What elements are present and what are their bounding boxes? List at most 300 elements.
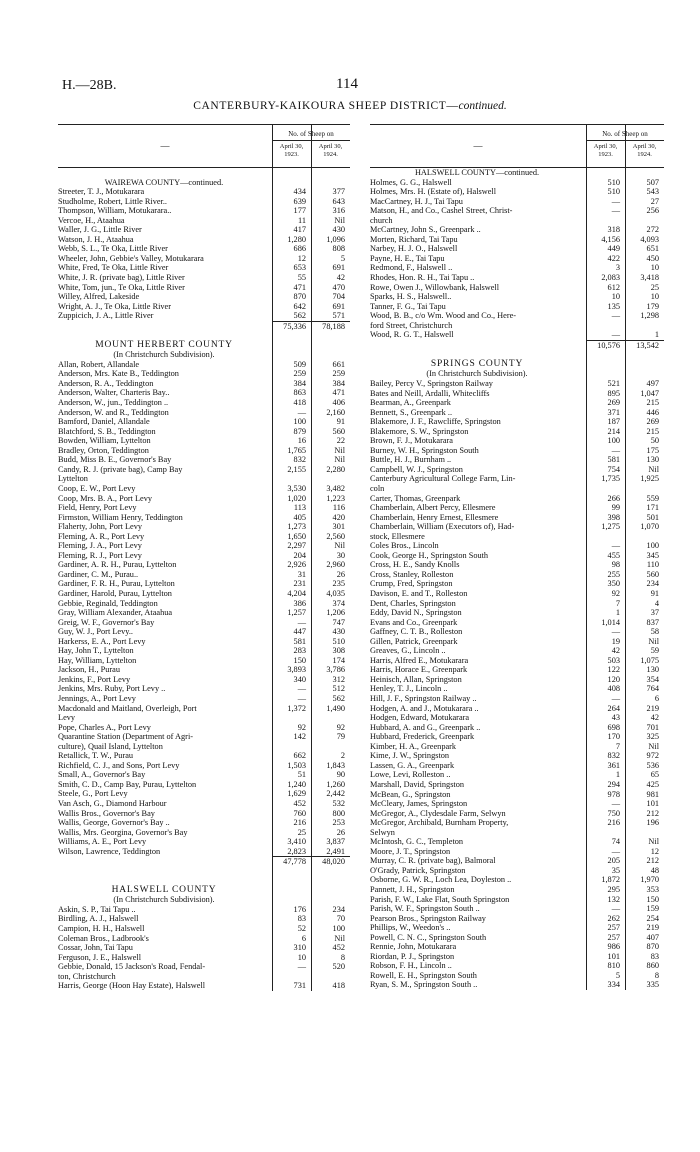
table-row (370, 244, 664, 254)
sheep-1924: 430 (332, 225, 345, 235)
table-row (370, 608, 664, 618)
title-continued: continued. (458, 100, 507, 112)
owner-name: Chamberlain, William (Executors of), Had- (370, 522, 515, 532)
sheep-1924: 1,260 (326, 779, 345, 789)
owner-name: Coleman Bros., Ladbrook's (58, 933, 149, 943)
sheep-1923: 1,240 (287, 779, 306, 789)
owner-name: coln (370, 484, 385, 493)
table-row (370, 980, 664, 990)
owner-name: Candy, R. J. (private bag), Camp Bay (58, 464, 183, 474)
owner-name: Fleming, J. A., Port Levy (58, 541, 142, 551)
sheep-1923: 214 (607, 426, 620, 436)
sheep-1923: 98 (611, 560, 620, 570)
owner-name: ford Street, Christchurch (370, 320, 453, 330)
table-row (58, 503, 350, 513)
table-row (370, 178, 664, 188)
sheep-1924: 471 (332, 388, 345, 398)
owner-name: Jenkins, Mrs. Ruby, Port Levy .. (58, 684, 166, 694)
sheep-1923: 1,372 (287, 703, 306, 713)
sheep-1924: 354 (646, 674, 659, 684)
owner-name: Cossar, John, Tai Tapu (58, 943, 133, 953)
sheep-1923: — (611, 206, 620, 216)
sheep-1924: 59 (650, 646, 659, 656)
table-row (370, 904, 664, 914)
table-row (370, 273, 664, 283)
sheep-1924: 1,096 (326, 234, 345, 244)
owner-name: Morten, Richard, Tai Tapu (370, 234, 458, 244)
sheep-1923: 1,629 (287, 789, 306, 799)
owner-name: White, J. R. (private bag), Little River (58, 272, 185, 282)
sheep-1923: 863 (293, 388, 306, 398)
owner-name: Pearson Bros., Springston Railway (370, 913, 486, 923)
total-row (58, 856, 350, 867)
sheep-1924: 870 (646, 942, 659, 952)
sheep-1923: 334 (607, 980, 620, 990)
table-row (58, 417, 350, 427)
sheep-1923: — (611, 627, 620, 637)
owner-name: Selwyn (370, 827, 395, 837)
owner-name: Allan, Robert, Allandale (58, 359, 140, 369)
sheep-1923: 99 (611, 503, 620, 513)
owner-name: Bradley, Orton, Teddington (58, 445, 149, 455)
table-row (58, 972, 350, 982)
sheep-count-label: No. of Sheep on (288, 130, 334, 138)
sheep-1923: 832 (607, 751, 620, 761)
table-row (370, 809, 664, 819)
owner-name: Marshall, David, Springston (370, 779, 465, 789)
sheep-1923: 113 (293, 503, 306, 513)
sheep-1923: — (297, 684, 306, 694)
sheep-1923: 1,503 (287, 760, 306, 770)
owner-name: Gray, William Alexander, Ataahua (58, 608, 173, 618)
sheep-1923: 1 (615, 770, 620, 780)
sheep-1923: — (611, 694, 620, 704)
sheep-1924: 450 (646, 253, 659, 263)
sheep-1924: 1,490 (326, 703, 345, 713)
sheep-1923 (586, 532, 625, 542)
sheep-1923: 581 (293, 636, 306, 646)
sheep-1923: 612 (607, 282, 620, 292)
sheep-1923: 1,872 (601, 875, 620, 885)
sheep-1923: 255 (607, 569, 620, 579)
header-rule (586, 140, 664, 141)
sheep-1923: 1,014 (601, 617, 620, 627)
table-row (58, 675, 350, 685)
owner-name: Bennett, S., Greenpark .. (370, 407, 453, 417)
sheep-1923: 204 (293, 550, 306, 560)
sheep-1923: 132 (607, 894, 620, 904)
title-main: CANTERBURY-KAIKOURA SHEEP DISTRICT— (193, 100, 459, 112)
sheep-1924: 308 (332, 646, 345, 656)
header-rule (272, 140, 350, 141)
owner-name: Thompson, William, Motukarara.. (58, 206, 172, 216)
owner-name: stock, Ellesmere (370, 531, 425, 541)
table-row (58, 953, 350, 963)
owner-name: Lowe, Levi, Rolleston .. (370, 770, 451, 780)
sheep-1923: 262 (607, 913, 620, 923)
sheep-1924: 196 (646, 818, 659, 828)
table-row (370, 684, 664, 694)
sheep-1923: 503 (607, 655, 620, 665)
sheep-1924: Nil (334, 541, 345, 551)
sheep-1923: 100 (607, 436, 620, 446)
table-row (370, 589, 664, 599)
owner-name: Retallick, T. W., Purau (58, 751, 134, 761)
sheep-1923: 452 (293, 799, 306, 808)
sheep-1924: 1,223 (326, 493, 345, 503)
owner-name: McBean, G., Springston (370, 789, 451, 799)
table-row (58, 206, 350, 216)
owner-name: Anderson, R. A., Teddington (58, 378, 154, 388)
left-rows (58, 168, 350, 991)
sheep-1924: 30 (336, 550, 345, 560)
left-column (58, 124, 350, 991)
sheep-1924: 406 (332, 398, 345, 408)
sheep-1923: 340 (293, 674, 306, 684)
table-row (58, 618, 350, 628)
owner-name: Bates and Neill, Ardalli, Whitecliffs (370, 388, 490, 398)
sheep-1924: 510 (332, 636, 345, 646)
owner-name: Van Asch, G., Diamond Harbour (58, 799, 167, 808)
owner-name: Field, Henry, Port Levy (58, 503, 137, 513)
sheep-1923: 361 (607, 760, 620, 770)
table-row (370, 465, 664, 475)
owner-name: ton, Christchurch (58, 971, 116, 981)
header-dash: — (160, 141, 170, 151)
table-row (370, 723, 664, 733)
sheep-1924: 325 (646, 732, 659, 742)
sheep-1924: 79 (336, 732, 345, 742)
sheep-1923: 653 (293, 263, 306, 273)
sheep-1923: 4,156 (601, 234, 620, 244)
sheep-1924: 2,960 (326, 560, 345, 570)
table-row (370, 627, 664, 637)
table-row (58, 723, 350, 733)
sheep-1924: 972 (646, 751, 659, 761)
sheep-1924: 651 (646, 244, 659, 254)
sheep-1924: 42 (336, 272, 345, 282)
sheep-1924: 215 (646, 398, 659, 408)
table-row (58, 818, 350, 828)
owner-name: Hodgen, A. and J., Motukarara .. (370, 703, 479, 713)
sheep-1923: — (297, 962, 306, 972)
sheep-1923: 83 (297, 914, 306, 924)
owner-name: Fleming, A. R., Port Levy (58, 531, 145, 541)
owner-name: Wallis Bros., Governor's Bay (58, 808, 155, 818)
col-1924-header: April 30, 1924. (632, 143, 657, 158)
owner-name: Buttle, H. J., Burnham .. (370, 455, 452, 465)
table-row (58, 684, 350, 694)
sheep-1923: 510 (607, 177, 620, 187)
owner-name: Holmes, Mrs. H. (Estate of), Halswell (370, 187, 497, 197)
sheep-1923: 581 (607, 455, 620, 465)
page-number: 114 (336, 76, 358, 92)
table-row (370, 704, 664, 714)
sheep-1924: 301 (332, 522, 345, 532)
table-row (370, 656, 664, 666)
owner-name: O'Grady, Patrick, Springston (370, 865, 466, 875)
table-row (58, 934, 350, 944)
sheep-1923: 42 (611, 646, 620, 656)
sheep-1924: 425 (646, 779, 659, 789)
section-subheading-mount-herbert: (In Christchurch Subdivision). (113, 350, 215, 360)
sheep-1924: 26 (336, 827, 345, 837)
sheep-1924: Nil (334, 215, 345, 225)
owner-name: Moore, J. T., Springston (370, 846, 451, 856)
sheep-1923: 92 (297, 722, 306, 732)
owner-name: Lyttelton (58, 474, 88, 484)
sheep-1924: 234 (332, 904, 345, 914)
sheep-1924: 1,298 (640, 311, 659, 321)
sheep-1923: — (611, 541, 620, 551)
owner-name: Vercoe, H., Ataahua (58, 215, 125, 225)
table-row (370, 837, 664, 847)
owner-name: Blakemore, S. W., Springston (370, 426, 469, 436)
sheep-1923: 35 (611, 865, 620, 875)
sheep-1923 (586, 484, 625, 494)
owner-name: Kime, J. W., Springston (370, 751, 450, 761)
table-row (58, 962, 350, 972)
owner-name: Brown, F. J., Motukarara (370, 436, 453, 446)
owner-name: Streeter, T. J., Motukarara (58, 187, 145, 197)
sheep-1924: 26 (336, 569, 345, 579)
sheep-1924: 543 (646, 187, 659, 197)
table-row (370, 398, 664, 408)
table-row (58, 751, 350, 761)
table-row (370, 311, 664, 321)
owner-name: Burney, W. H., Springston South (370, 445, 479, 455)
owner-name: Macdonald and Maitland, Overleigh, Port (58, 703, 197, 713)
owner-name: Small, A., Governor's Bay (58, 770, 146, 780)
sheep-1923: 294 (607, 779, 620, 789)
owner-name: Watson, J. H., Ataahua (58, 234, 134, 244)
table-row (58, 216, 350, 226)
springs-rows (370, 379, 664, 990)
section-heading-mount-herbert: MOUNT HERBERT COUNTY (95, 339, 233, 350)
owner-name: Steele, G., Port Levy (58, 789, 128, 799)
owner-name: Heinisch, Allan, Springston (370, 674, 462, 684)
sheep-1923: 43 (611, 713, 620, 723)
sheep-1923: 135 (607, 301, 620, 311)
table-row (58, 637, 350, 647)
sheep-1924: 497 (646, 378, 659, 388)
table-row (58, 732, 350, 742)
sheep-1924: 4,093 (640, 234, 659, 244)
sheep-1923: 398 (607, 512, 620, 522)
sheep-1924: 501 (646, 512, 659, 522)
sheep-1923: 698 (607, 722, 620, 732)
owner-name: Campbell, W. J., Springston (370, 464, 463, 474)
sheep-1924 (625, 828, 664, 838)
sheep-1924 (625, 321, 664, 331)
owner-name: Hubbard, A. and G., Greenpark .. (370, 722, 481, 732)
sheep-1924: 1,206 (326, 608, 345, 618)
sheep-1923: 216 (607, 818, 620, 828)
owner-name: Harris, Horace E., Greenpark (370, 665, 468, 675)
table-row (58, 608, 350, 618)
sheep-1923 (272, 713, 311, 723)
owner-name: Willey, Alfred, Lakeside (58, 292, 140, 302)
sheep-1923: 1,650 (287, 531, 306, 541)
header-dash: — (473, 141, 483, 151)
sheep-1924: 212 (646, 808, 659, 818)
total-1923: 10,576 (586, 340, 625, 351)
table-row (58, 627, 350, 637)
owner-name: Harkerss, E. A., Port Levy (58, 636, 146, 646)
owner-name: Hay, William, Lyttelton (58, 655, 137, 665)
sheep-1924: 532 (332, 799, 345, 808)
owner-name: Williams, A. E., Port Levy (58, 837, 147, 847)
sheep-1923: 74 (611, 837, 620, 847)
sheep-1923: 318 (607, 225, 620, 235)
sheep-1923: 1,273 (287, 522, 306, 532)
sheep-1923 (272, 474, 311, 484)
table-row (370, 818, 664, 828)
table-row (58, 914, 350, 924)
sheep-1923: 1,765 (287, 445, 306, 455)
sheep-1923: 7 (615, 741, 620, 751)
table-row (58, 379, 350, 389)
table-row (370, 302, 664, 312)
owner-name: Greig, W. F., Governor's Bay (58, 617, 155, 627)
sheep-1923: 350 (607, 579, 620, 589)
sheep-1923: 408 (607, 684, 620, 694)
sheep-1923: 417 (293, 225, 306, 235)
sheep-1923: 1,257 (287, 608, 306, 618)
table-row (58, 273, 350, 283)
owner-name: McCleary, James, Springston (370, 799, 468, 809)
sheep-1923: 176 (293, 904, 306, 914)
sheep-1923: 122 (607, 665, 620, 675)
owner-name: Flaherty, John, Port Levy (58, 522, 143, 532)
owner-name: Studholme, Robert, Little River.. (58, 196, 168, 206)
sheep-1923: 25 (297, 827, 306, 837)
sheep-1923 (586, 828, 625, 838)
sheep-1923: 509 (293, 359, 306, 369)
sheep-1924: 25 (650, 282, 659, 292)
owner-name: Parish, W. F., Springston South .. (370, 904, 480, 914)
table-row (58, 761, 350, 771)
sheep-1923: 170 (607, 732, 620, 742)
table-row (370, 560, 664, 570)
sheep-1924: 58 (650, 627, 659, 637)
owner-name: McGregor, Archibald, Burnham Property, (370, 818, 509, 828)
owner-name: Davison, E. and T., Rolleston (370, 589, 468, 599)
owner-name: Gardiner, C. M., Purau.. (58, 569, 139, 579)
sheep-1924: 1,925 (640, 474, 659, 484)
sheep-1923: 510 (607, 187, 620, 197)
sheep-1924: 83 (650, 951, 659, 961)
sheep-1923: 978 (607, 789, 620, 799)
owner-name: Firmston, William Henry, Teddington (58, 512, 183, 522)
sheep-1924: 2,560 (326, 531, 345, 541)
sheep-1923: 310 (293, 943, 306, 953)
sheep-1923: 52 (297, 924, 306, 934)
table-row (370, 856, 664, 866)
sheep-1924: Nil (648, 837, 659, 847)
owner-name: Henley, T. J., Lincoln .. (370, 684, 448, 694)
sheep-1923: 7 (615, 598, 620, 608)
owner-name: Evans and Co., Greenpark (370, 617, 458, 627)
sheep-1923: — (297, 617, 306, 627)
owner-name: Bowden, William, Lyttelton (58, 436, 151, 446)
owner-name: Wallis, Mrs. Georgina, Governor's Bay (58, 827, 188, 837)
sheep-1924: Nil (334, 445, 345, 455)
sheep-1923: 870 (293, 292, 306, 302)
sheep-1923: 642 (293, 301, 306, 311)
sheep-1924: 90 (336, 770, 345, 780)
sheep-1923: 449 (607, 244, 620, 254)
table-row (58, 455, 350, 465)
owner-name: Hubbard, Frederick, Greenpark (370, 732, 475, 742)
table-row (370, 446, 664, 456)
owner-name: Smith, C. D., Camp Bay, Purau, Lyttelton (58, 779, 197, 789)
sheep-1923: 51 (297, 770, 306, 780)
table-row (370, 885, 664, 895)
table-row (58, 446, 350, 456)
sheep-1924: 48 (650, 865, 659, 875)
sheep-1924: 860 (646, 961, 659, 971)
sheep-1923: 142 (293, 732, 306, 742)
owner-name: Tanner, F. G., Tai Tapu (370, 301, 446, 311)
owner-name: Cook, George H., Springston South (370, 550, 489, 560)
sheep-1924: 27 (650, 196, 659, 206)
sheep-1924: 272 (646, 225, 659, 235)
sheep-1923: 3,530 (287, 483, 306, 493)
sheep-1924: 10 (650, 263, 659, 273)
sheep-1923: 4,204 (287, 588, 306, 598)
sheep-1924: 407 (646, 932, 659, 942)
table-row (58, 360, 350, 370)
sheep-1923: 1,280 (287, 234, 306, 244)
table-row (370, 417, 664, 427)
sheep-1923: 2,297 (287, 541, 306, 551)
sheep-1924: 175 (646, 445, 659, 455)
total-1924: 48,020 (311, 856, 350, 867)
sheep-1923: 662 (293, 751, 306, 761)
owner-name: Richfield, C. J., and Sons, Port Levy (58, 760, 180, 770)
table-row (58, 532, 350, 542)
owner-name: Jackson, H., Purau (58, 665, 120, 675)
sheep-1923: 10 (297, 952, 306, 962)
table-row (370, 770, 664, 780)
sheep-1923 (586, 216, 625, 226)
sheep-1923: 455 (607, 550, 620, 560)
sheep-1924: 691 (332, 263, 345, 273)
sheep-1924: 269 (646, 417, 659, 427)
owner-name: McGregor, A., Clydesdale Farm, Selwyn (370, 808, 506, 818)
sheep-1924 (625, 484, 664, 494)
sheep-1924: 1 (654, 330, 659, 340)
table-row (370, 484, 664, 494)
owner-name: Coop, E. W., Port Levy (58, 483, 136, 493)
table-row (370, 494, 664, 504)
owner-name: Levy (58, 713, 76, 723)
table-row (370, 283, 664, 293)
owner-name: Quarantine Station (Department of Agri- (58, 732, 194, 742)
table-row (58, 235, 350, 245)
owner-name: Wallis, George, Governor's Bay .. (58, 818, 170, 828)
table-row (58, 522, 350, 532)
sheep-1923: 120 (607, 674, 620, 684)
owner-name: Redmond, F., Halswell .. (370, 263, 453, 273)
sheep-1924: 100 (332, 924, 345, 934)
right-rows (370, 168, 664, 990)
table-row (58, 398, 350, 408)
halswell-continued-rows (370, 178, 664, 340)
owner-name: Anderson, W. and R., Teddington (58, 407, 169, 417)
owner-name: Wood, R. G. T., Halswell (370, 330, 454, 340)
